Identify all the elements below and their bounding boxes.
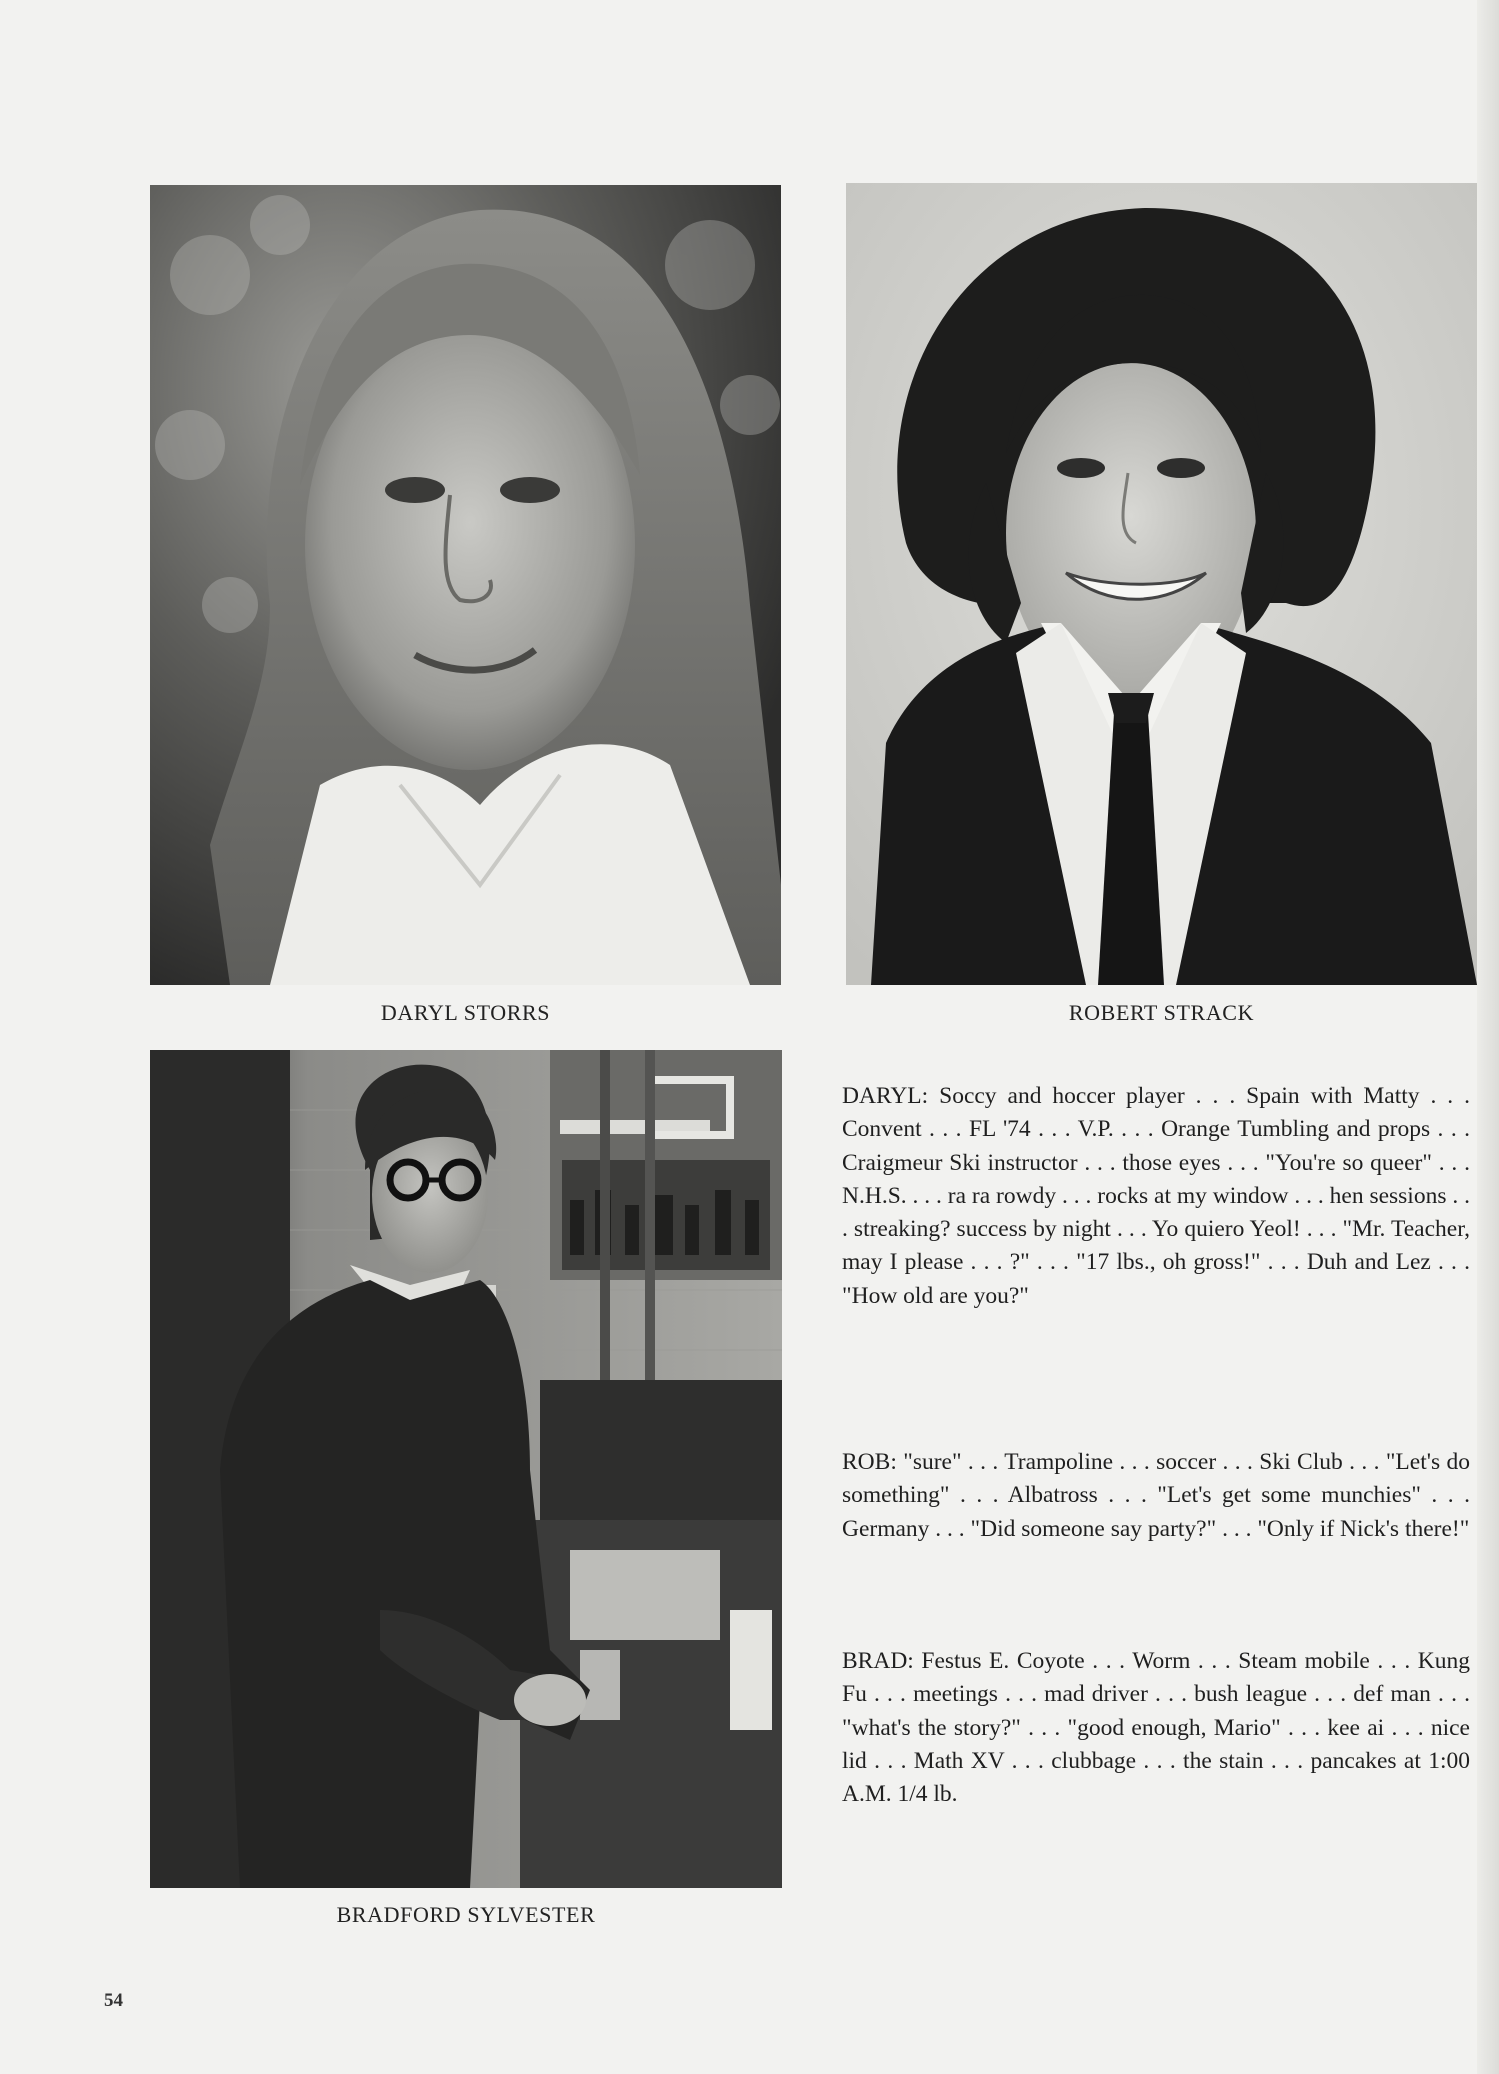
portrait-caption-bradford-sylvester: BRADFORD SYLVESTER <box>336 1902 596 1927</box>
page-edge <box>1477 0 1499 2074</box>
bio-paragraph-daryl: DARYL: Soccy and hoccer player . . . Spain with Matty . . . Convent . . . FL '74 . . . V.P. . . . Orange Tumbling and props . . . Craigmeur Ski instructor . . . those eyes . . . "You're so queer" . . . N.H.S. . . . ra ra rowdy . . . rocks at my window . . . hen sessions . . . streaking? success by night . . . Yo quiero Yeol! . . . "Mr. Teacher, may I please . . . ?" . . . "17 lbs., oh gross!" . . . Duh and Lez . . . "How old are you?" <box>842 1083 1470 1309</box>
portrait-caption-robert-strack: ROBERT STRACK <box>1068 1000 1255 1025</box>
page-number: 54 <box>104 1990 123 2011</box>
portrait-photo-bradford-sylvester <box>150 1050 782 1888</box>
bio-paragraph-brad: BRAD: Festus E. Coyote . . . Worm . . . Steam mobile . . . Kung Fu . . . meetings . . . mad driver . . . bush league . . . def man . . . "what's the story?" . . . "good enough, Mario" . . . kee ai . . . nice lid . . . Math XV . . . clubbage . . . the stain . . . pancakes at 1:00 A.M. 1/4 lb. <box>842 1648 1470 1808</box>
portrait-caption-daryl-storrs: DARYL STORRS <box>380 1000 551 1025</box>
portrait-photo-robert-strack <box>846 183 1477 985</box>
bio-paragraph-rob: ROB: "sure" . . . Trampoline . . . soccer . . . Ski Club . . . "Let's do something" . . . Albatross . . . "Let's get some munchies" . . . Germany . . . "Did someone say party?" . . . "Only if Nick's there!" <box>842 1449 1470 1542</box>
portrait-photo-daryl-storrs <box>150 185 781 985</box>
